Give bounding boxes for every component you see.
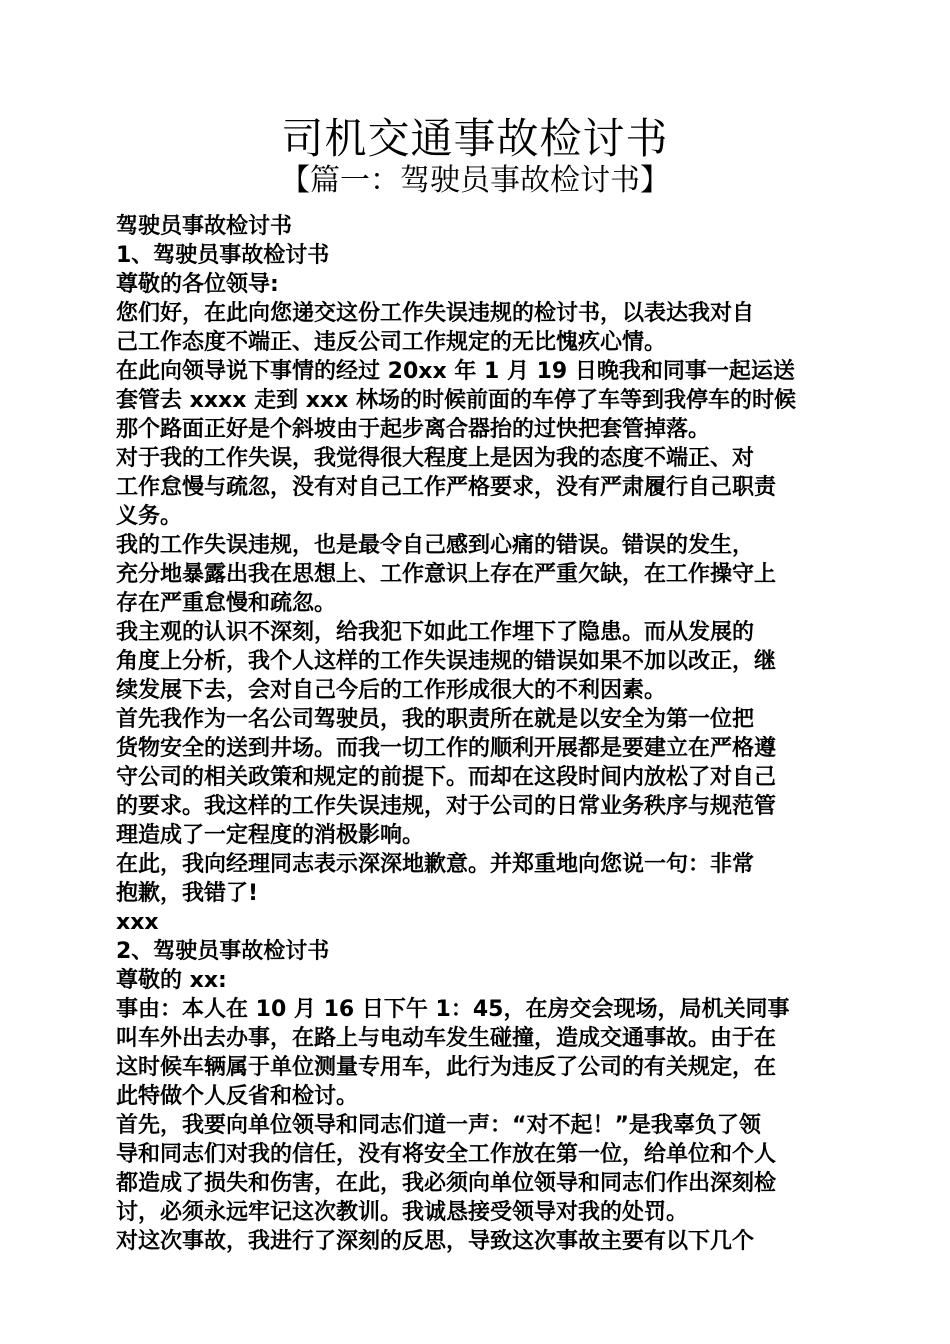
body-line: 对这次事故，我进行了深刻的反思，导致这次事故主要有以下几个 <box>116 1229 755 1254</box>
body-line: 1、驾驶员事故检讨书 <box>116 243 330 268</box>
body-line: 首先我作为一名公司驾驶员，我的职责所在就是以安全为第一位把 <box>116 707 755 732</box>
body-line: 己工作态度不端正、违反公司工作规定的无比愧疚心情。 <box>116 330 667 355</box>
body-line: 讨，必须永远牢记这次教训。我诚恳接受领导对我的处罚。 <box>116 1200 689 1225</box>
body-line: 您们好，在此向您递交这份工作失误违规的检讨书，以表达我对自 <box>116 301 755 326</box>
document-title: 司机交通事故检讨书 <box>281 114 669 163</box>
body-line: xxx <box>116 910 159 935</box>
body-line: 2、驾驶员事故检讨书 <box>116 939 330 964</box>
body-line: 货物安全的送到井场。而我一切工作的顺利开展都是要建立在严格遵 <box>116 736 777 761</box>
body-line: 此特做个人反省和检讨。 <box>116 1084 359 1109</box>
body-line: 都造成了损失和伤害，在此，我必须向单位领导和同志们作出深刻检 <box>116 1171 777 1196</box>
body-line: 在此向领导说下事情的经过 20xx 年 1 月 19 日晚我和同事一起运送 <box>116 359 795 384</box>
body-line: 导和同志们对我的信任，没有将安全工作放在第一位，给单位和个人 <box>116 1142 777 1167</box>
body-line: 在此，我向经理同志表示深深地歉意。并郑重地向您说一句：非常 <box>116 852 755 877</box>
body-line: 对于我的工作失误，我觉得很大程度上是因为我的态度不端正、对 <box>116 446 755 471</box>
body-line: 尊敬的 xx: <box>116 968 227 993</box>
body-line: 理造成了一定程度的消极影响。 <box>116 823 425 848</box>
body-line: 守公司的相关政策和规定的前提下。而却在这段时间内放松了对自己 <box>116 765 777 790</box>
body-line: 事由：本人在 10 月 16 日下午 1：45，在房交会现场，局机关同事 <box>116 997 790 1022</box>
body-line: 驾驶员事故检讨书 <box>116 214 293 239</box>
body-line: 抱歉，我错了! <box>116 881 259 906</box>
body-line: 叫车外出去办事，在路上与电动车发生碰撞，造成交通事故。由于在 <box>116 1026 777 1051</box>
body-line: 我的工作失误违规，也是最令自己感到心痛的错误。错误的发生， <box>116 533 755 558</box>
body-line: 首先，我要向单位领导和同志们道一声：“对不起！”是我辜负了领 <box>116 1113 761 1138</box>
document-body <box>116 212 838 1256</box>
body-line: 这时候车辆属于单位测量专用车，此行为违反了公司的有关规定，在 <box>116 1055 777 1080</box>
document-subtitle: 【篇一：驾驶员事故检讨书】 <box>280 163 670 198</box>
body-line: 充分地暴露出我在思想上、工作意识上存在严重欠缺，在工作操守上 <box>116 562 777 587</box>
body-line: 续发展下去，会对自己今后的工作形成很大的不利因素。 <box>116 678 667 703</box>
body-line: 义务。 <box>116 504 183 529</box>
body-line: 套管去 xxxx 走到 xxx 林场的时候前面的车停了车等到我停车的时候 <box>116 388 796 413</box>
body-line: 尊敬的各位领导: <box>116 272 279 297</box>
body-line: 的要求。我这样的工作失误违规，对于公司的日常业务秩序与规范管 <box>116 794 777 819</box>
body-line: 角度上分析，我个人这样的工作失误违规的错误如果不加以改正，继 <box>116 649 777 674</box>
body-line: 那个路面正好是个斜坡由于起步离合器抬的过快把套管掉落。 <box>116 417 711 442</box>
body-line: 存在严重怠慢和疏忽。 <box>116 591 337 616</box>
body-line: 工作怠慢与疏忽，没有对自己工作严格要求，没有严肃履行自己职责 <box>116 475 777 500</box>
body-line: 我主观的认识不深刻，给我犯下如此工作埋下了隐患。而从发展的 <box>116 620 755 645</box>
